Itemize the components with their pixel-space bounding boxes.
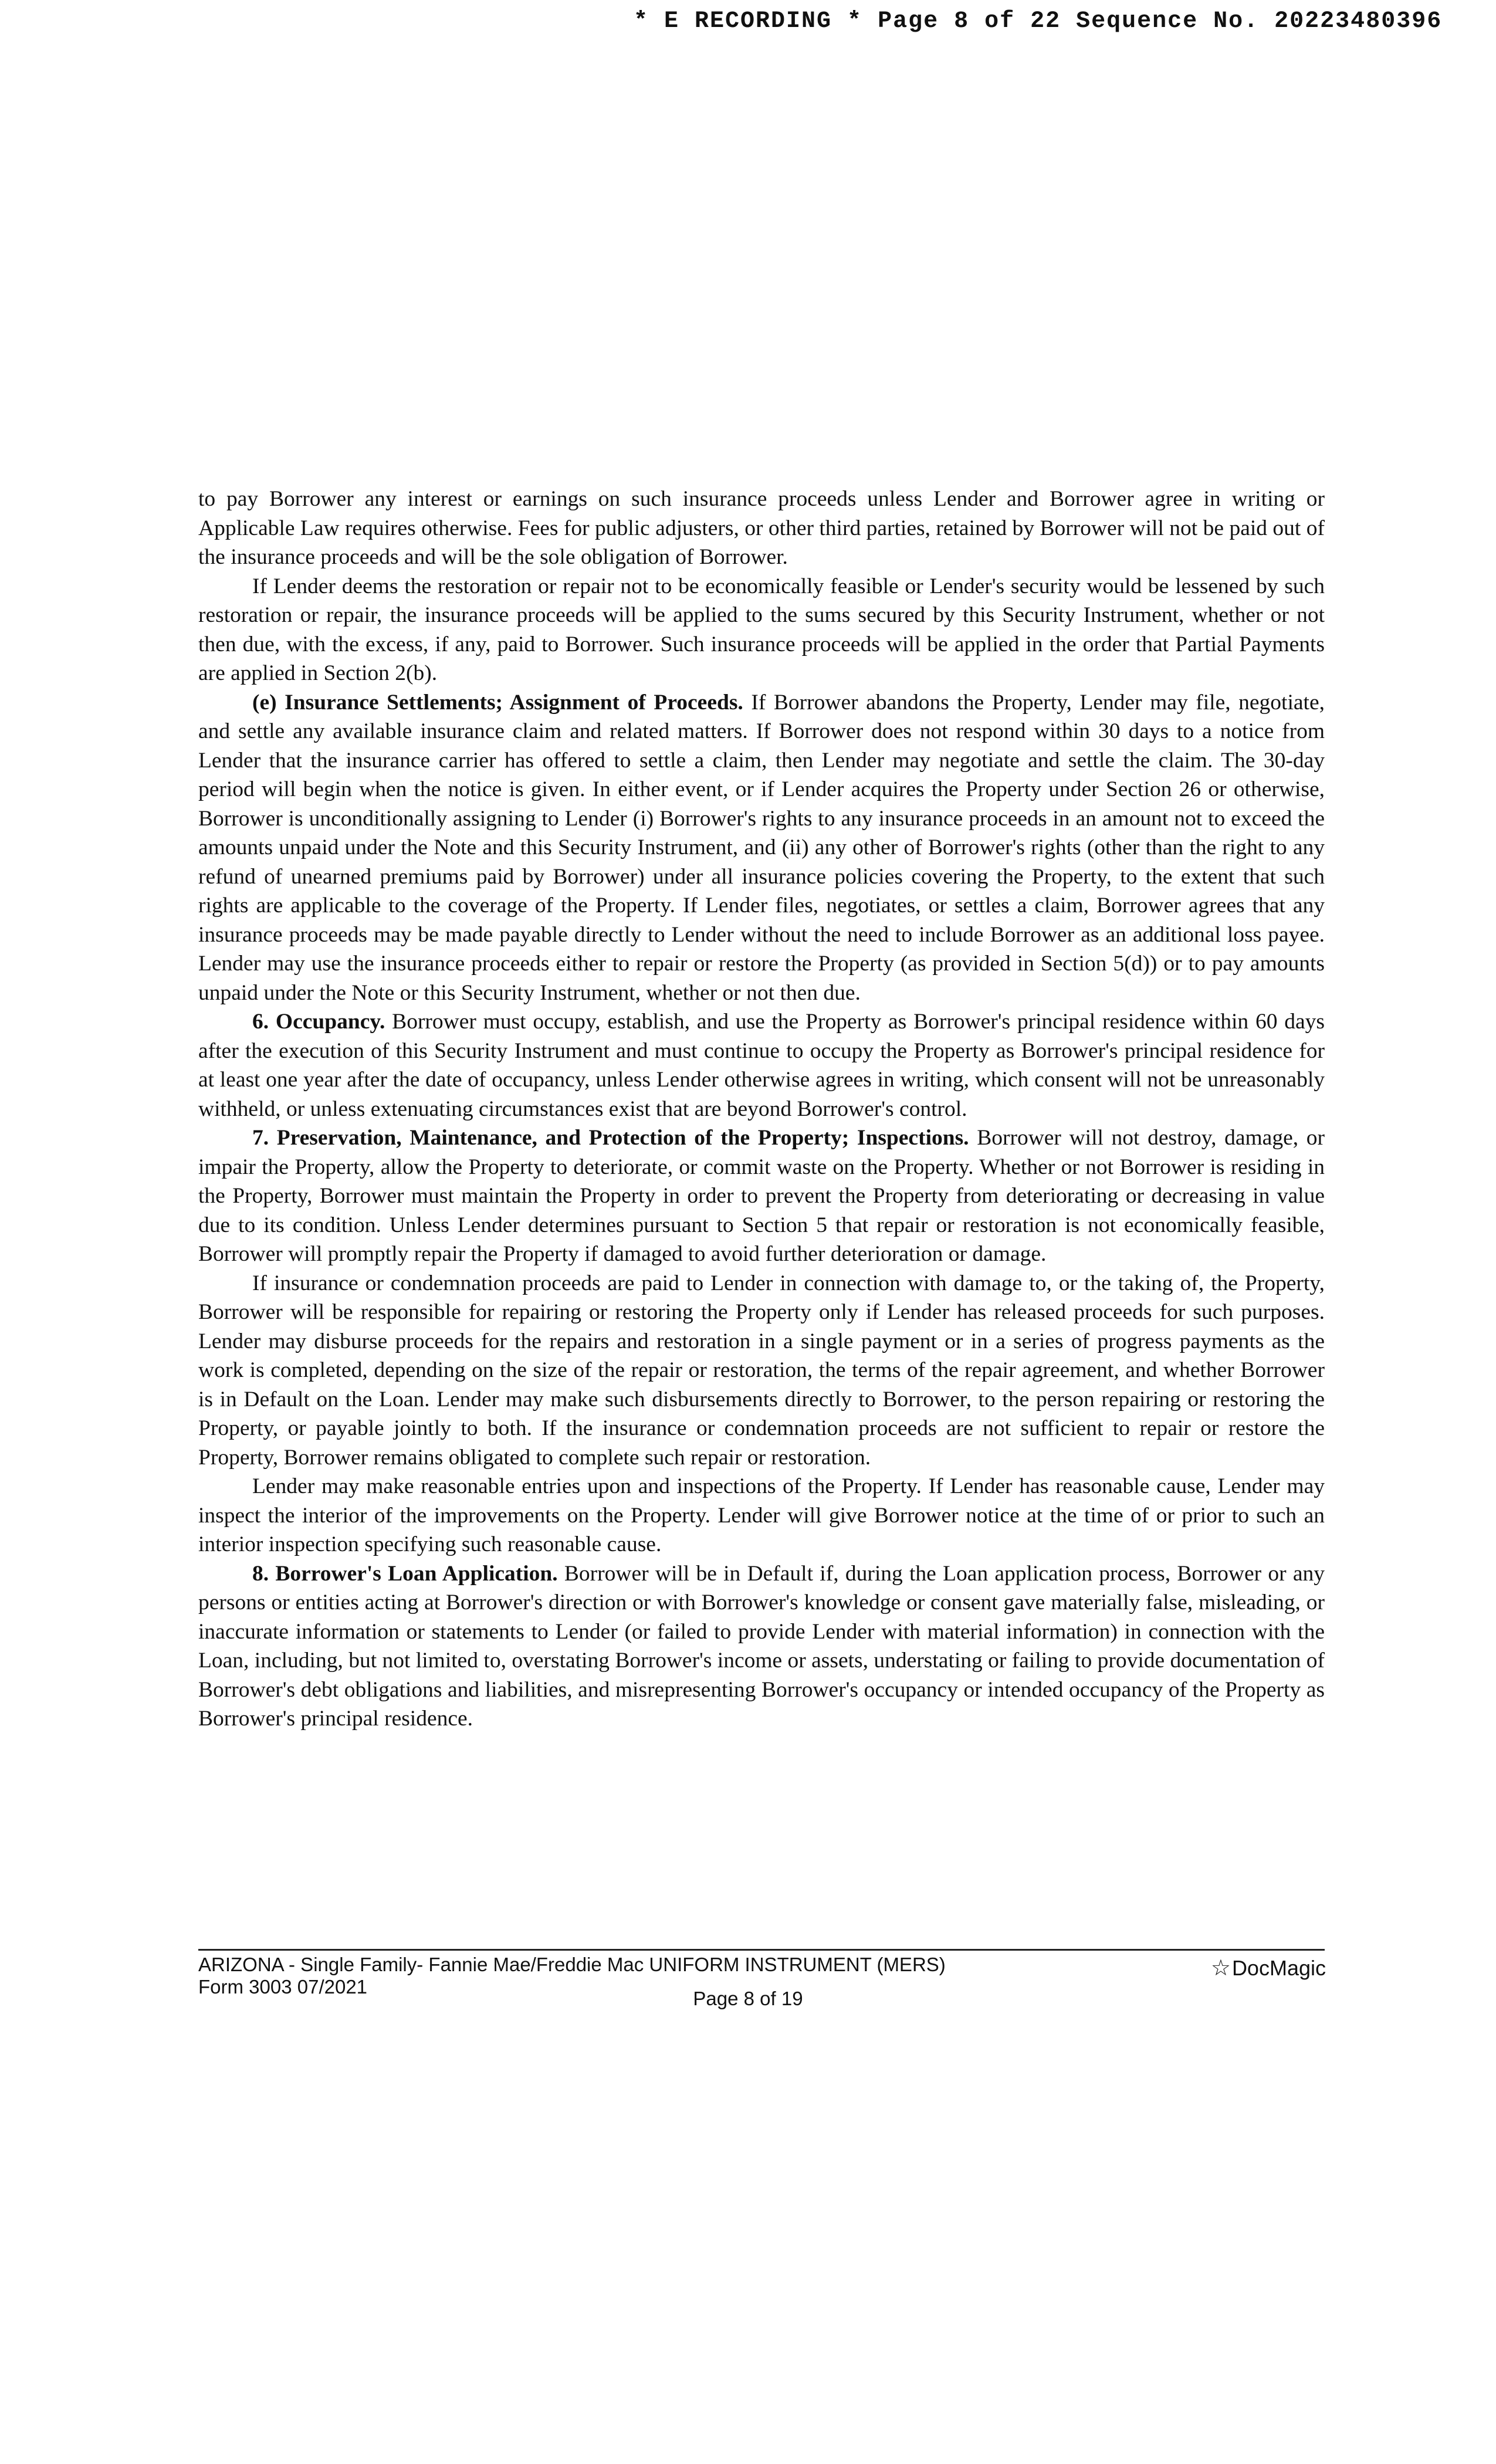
section-heading-loan-application: 8. Borrower's Loan Application. <box>252 1561 558 1586</box>
paragraph-occupancy <box>198 1007 1325 1123</box>
paragraph-restoration-not-feasible: If Lender deems the restoration or repair not to be economically feasible or Lender's security would be lessened by such restoration or repair, the insurance proceeds will be applied to the sums secured by this Security Instrument, whether or not then due, with the excess, if any, paid to Borrower. Such insurance proceeds will be applied in the order that Partial Payments are applied in Section 2(b). <box>198 574 1325 685</box>
section-text-loan-application: Borrower will be in Default if, during the Loan application process, Borrower or any persons or entities acting at Borrower's direction or with Borrower's knowledge or consent gave materially false, misleading, or inaccurate information or statements to Lender (or failed to provide Lender with material information) in connection with the Loan, including, but not limited to, overstating Borrower's income or assets, understating or failing to provide documentation of Borrower's debt obligations and liabilities, and misrepresenting Borrower's occupancy or intended occupancy of the Property as Borrower's principal residence. <box>198 1561 1325 1731</box>
form-title: ARIZONA - Single Family- Fannie Mae/Freddie Mac UNIFORM INSTRUMENT (MERS) <box>198 1954 946 1975</box>
page-number: Page 8 of 19 <box>693 1988 803 2009</box>
paragraph-insurance-settlements <box>198 688 1325 1008</box>
paragraph-loan-application <box>198 1559 1325 1734</box>
form-number: Form 3003 07/2021 <box>198 1976 368 1998</box>
section-text-preservation: Borrower will not destroy, damage, or impair the Property, allow the Property to deteriorate, or commit waste on the Property. Whether or not Borrower is residing in the Property, Borrower must maintain the Property in order to prevent the Property from deteriorating or decreasing in value due to its condition. Unless Lender determines pursuant to Section 5 that repair or restoration is not economically feasible, Borrower will promptly repair the Property if damaged to avoid further deterioration or damage. <box>198 1126 1325 1266</box>
section-text-occupancy: Borrower must occupy, establish, and use the Property as Borrower's principal residence within 60 days after the execution of this Security Instrument and must continue to occupy the Property as Borrower's principal residence for at least one year after the date of occupancy, unless Lender otherwise agrees in writing, which consent will not be unreasonably withheld, or unless extenuating circumstances exist that are beyond Borrower's control. <box>198 1010 1325 1121</box>
paragraph-preservation <box>198 1123 1325 1269</box>
section-heading-insurance-settlements: (e) Insurance Settlements; Assignment of Proceeds. <box>252 690 743 715</box>
paragraph-condemnation-proceeds: If insurance or condemnation proceeds are paid to Lender in connection with damage to, or the taking of, the Property, Borrower will be responsible for repairing or restoring the Property only if Lender has released proceeds for such purposes. Lender may disburse proceeds for the repairs and restoration in a single payment or in a series of progress payments as the work is completed, depending on the size of the repair or restoration, the terms of the repair agreement, and whether Borrower is in Default on the Loan. Lender may make such disbursements directly to Borrower, to the person repairing or restoring the Property, or payable jointly to both. If the insurance or condemnation proceeds are not sufficient to repair or restore the Property, Borrower remains obligated to complete such repair or restoration. <box>198 1271 1325 1470</box>
section-heading-occupancy: 6. Occupancy. <box>252 1010 385 1034</box>
star-outline-icon: ☆ <box>1210 1956 1231 1981</box>
section-heading-preservation: 7. Preservation, Maintenance, and Protection of the Property; Inspections. <box>252 1126 969 1150</box>
footer-divider <box>198 1949 1325 1951</box>
paragraph-inspections: Lender may make reasonable entries upon and inspections of the Property. If Lender has reasonable cause, Lender may inspect the interior of the improvements on the Property. Lender will give Borrower notice at the time of or prior to such an interior inspection specifying such reasonable cause. <box>198 1474 1325 1556</box>
paragraph-insurance-interest: to pay Borrower any interest or earnings on such insurance proceeds unless Lender and Borrower agree in writing or Applicable Law requires otherwise. Fees for public adjusters, or other third parties, retained by Borrower will not be paid out of the insurance proceeds and will be the sole obligation of Borrower. <box>198 487 1325 569</box>
recording-stamp: * E RECORDING * Page 8 of 22 Sequence No. 20223480396 <box>634 8 1443 35</box>
docmagic-logo <box>1203 1955 1326 1981</box>
brand-name: DocMagic <box>1231 1956 1326 1980</box>
document-body <box>198 485 1325 1734</box>
section-text-insurance-settlements: If Borrower abandons the Property, Lender may file, negotiate, and settle any available insurance claim and related matters. If Borrower does not respond within 30 days to a notice from Lender that the insurance carrier has offered to settle a claim, then Lender may negotiate and settle the claim. The 30-day period will begin when the notice is given. In either event, or if Lender acquires the Property under Section 26 or otherwise, Borrower is unconditionally assigning to Lender (i) Borrower's rights to any insurance proceeds in an amount not to exceed the amounts unpaid under the Note and this Security Instrument, and (ii) any other of Borrower's rights (other than the right to any refund of unearned premiums paid by Borrower) under all insurance policies covering the Property, to the extent that such rights are applicable to the coverage of the Property. If Lender files, negotiates, or settles a claim, Borrower agrees that any insurance proceeds may be made payable directly to Lender without the need to include Borrower as an additional loss payee. Lender may use the insurance proceeds either to repair or restore the Property (as provided in Section 5(d)) or to pay amounts unpaid under the Note or this Security Instrument, whether or not then due. <box>198 690 1325 1005</box>
